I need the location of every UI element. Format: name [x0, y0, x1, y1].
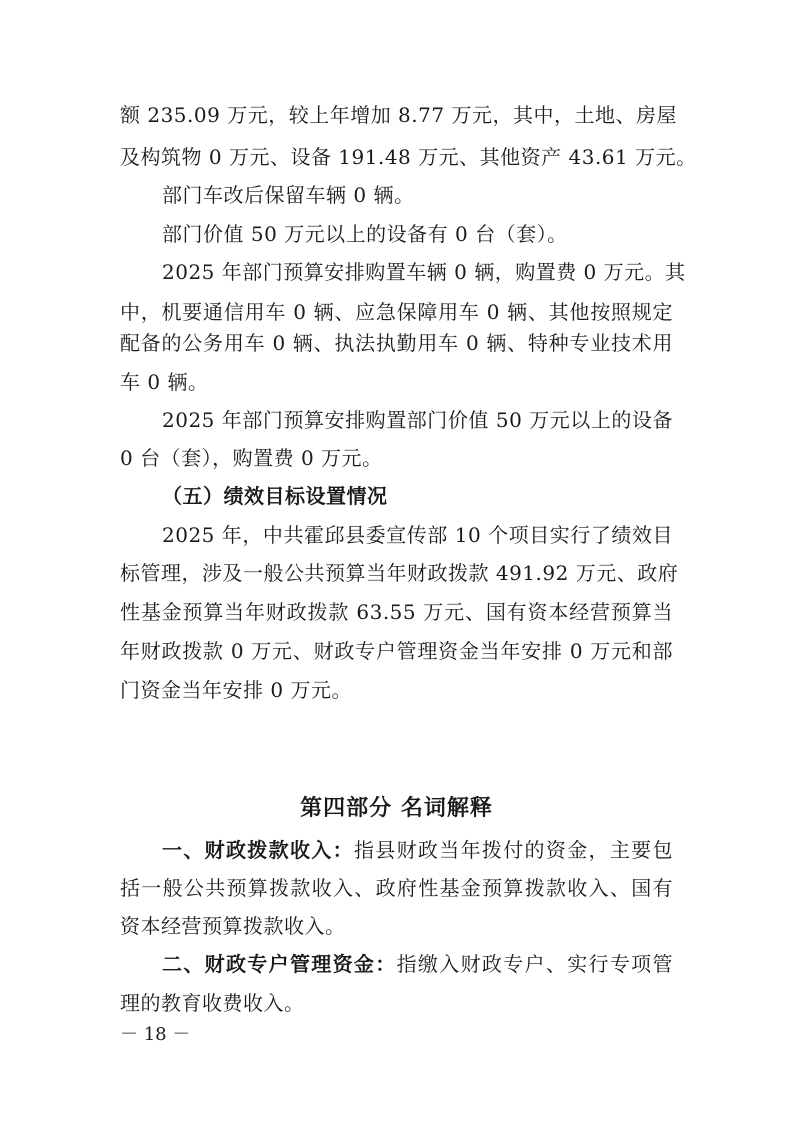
paragraph-line: 门资金当年安排 0 万元。 [120, 678, 352, 702]
term-text: 指缴入财政专户、实行专项管 [396, 952, 674, 976]
paragraph-line: 2025 年部门预算安排购置车辆 0 辆，购置费 0 万元。其 [162, 260, 686, 284]
term-label: 二、财政专户管理资金： [162, 952, 397, 976]
paragraph-line: 标管理，涉及一般公共预算当年财政拨款 491.92 万元、政府 [120, 561, 679, 585]
term-text: 指县财政当年拨付的资金，主要包 [353, 838, 674, 862]
paragraph-line: 额 235.09 万元，较上年增加 8.77 万元，其中，土地、房屋 [120, 103, 677, 127]
paragraph-line: 0 台（套），购置费 0 万元。 [120, 446, 383, 470]
paragraph-line: 2025 年，中共霍邱县委宣传部 10 个项目实行了绩效目 [162, 523, 673, 547]
page-number: － 18 － [120, 1024, 191, 1045]
part-heading: 第四部分 名词解释 [300, 796, 493, 821]
term-definition-line [162, 838, 673, 862]
paragraph-line: 中，机要通信用车 0 辆、应急保障用车 0 辆、其他按照规定 [120, 300, 673, 324]
section-subheading: （五）绩效目标设置情况 [162, 484, 388, 508]
paragraph-line: 性基金预算当年财政拨款 63.55 万元、国有资本经营预算当 [120, 600, 673, 624]
paragraph-line: 2025 年部门预算安排购置部门价值 50 万元以上的设备 [162, 408, 673, 432]
paragraph-line: 年财政拨款 0 万元、财政专户管理资金当年安排 0 万元和部 [120, 639, 673, 663]
paragraph-line: 配备的公务用车 0 辆、执法执勤用车 0 辆、特种专业技术用 [120, 331, 673, 355]
paragraph-line: 部门价值 50 万元以上的设备有 0 台（套）。 [162, 222, 568, 246]
term-definition-line: 资本经营预算拨款收入。 [120, 914, 346, 938]
term-definition-line: 括一般公共预算拨款收入、政府性基金预算拨款收入、国有 [120, 876, 673, 900]
term-label: 一、财政拨款收入： [162, 838, 354, 862]
paragraph-line: 车 0 辆。 [120, 370, 209, 394]
term-definition-line [162, 952, 673, 976]
paragraph-line: 部门车改后保留车辆 0 辆。 [162, 183, 415, 207]
term-definition-line: 理的教育收费收入。 [120, 991, 305, 1015]
paragraph-line: 及构筑物 0 万元、设备 191.48 万元、其他资产 43.61 万元。 [120, 145, 697, 169]
